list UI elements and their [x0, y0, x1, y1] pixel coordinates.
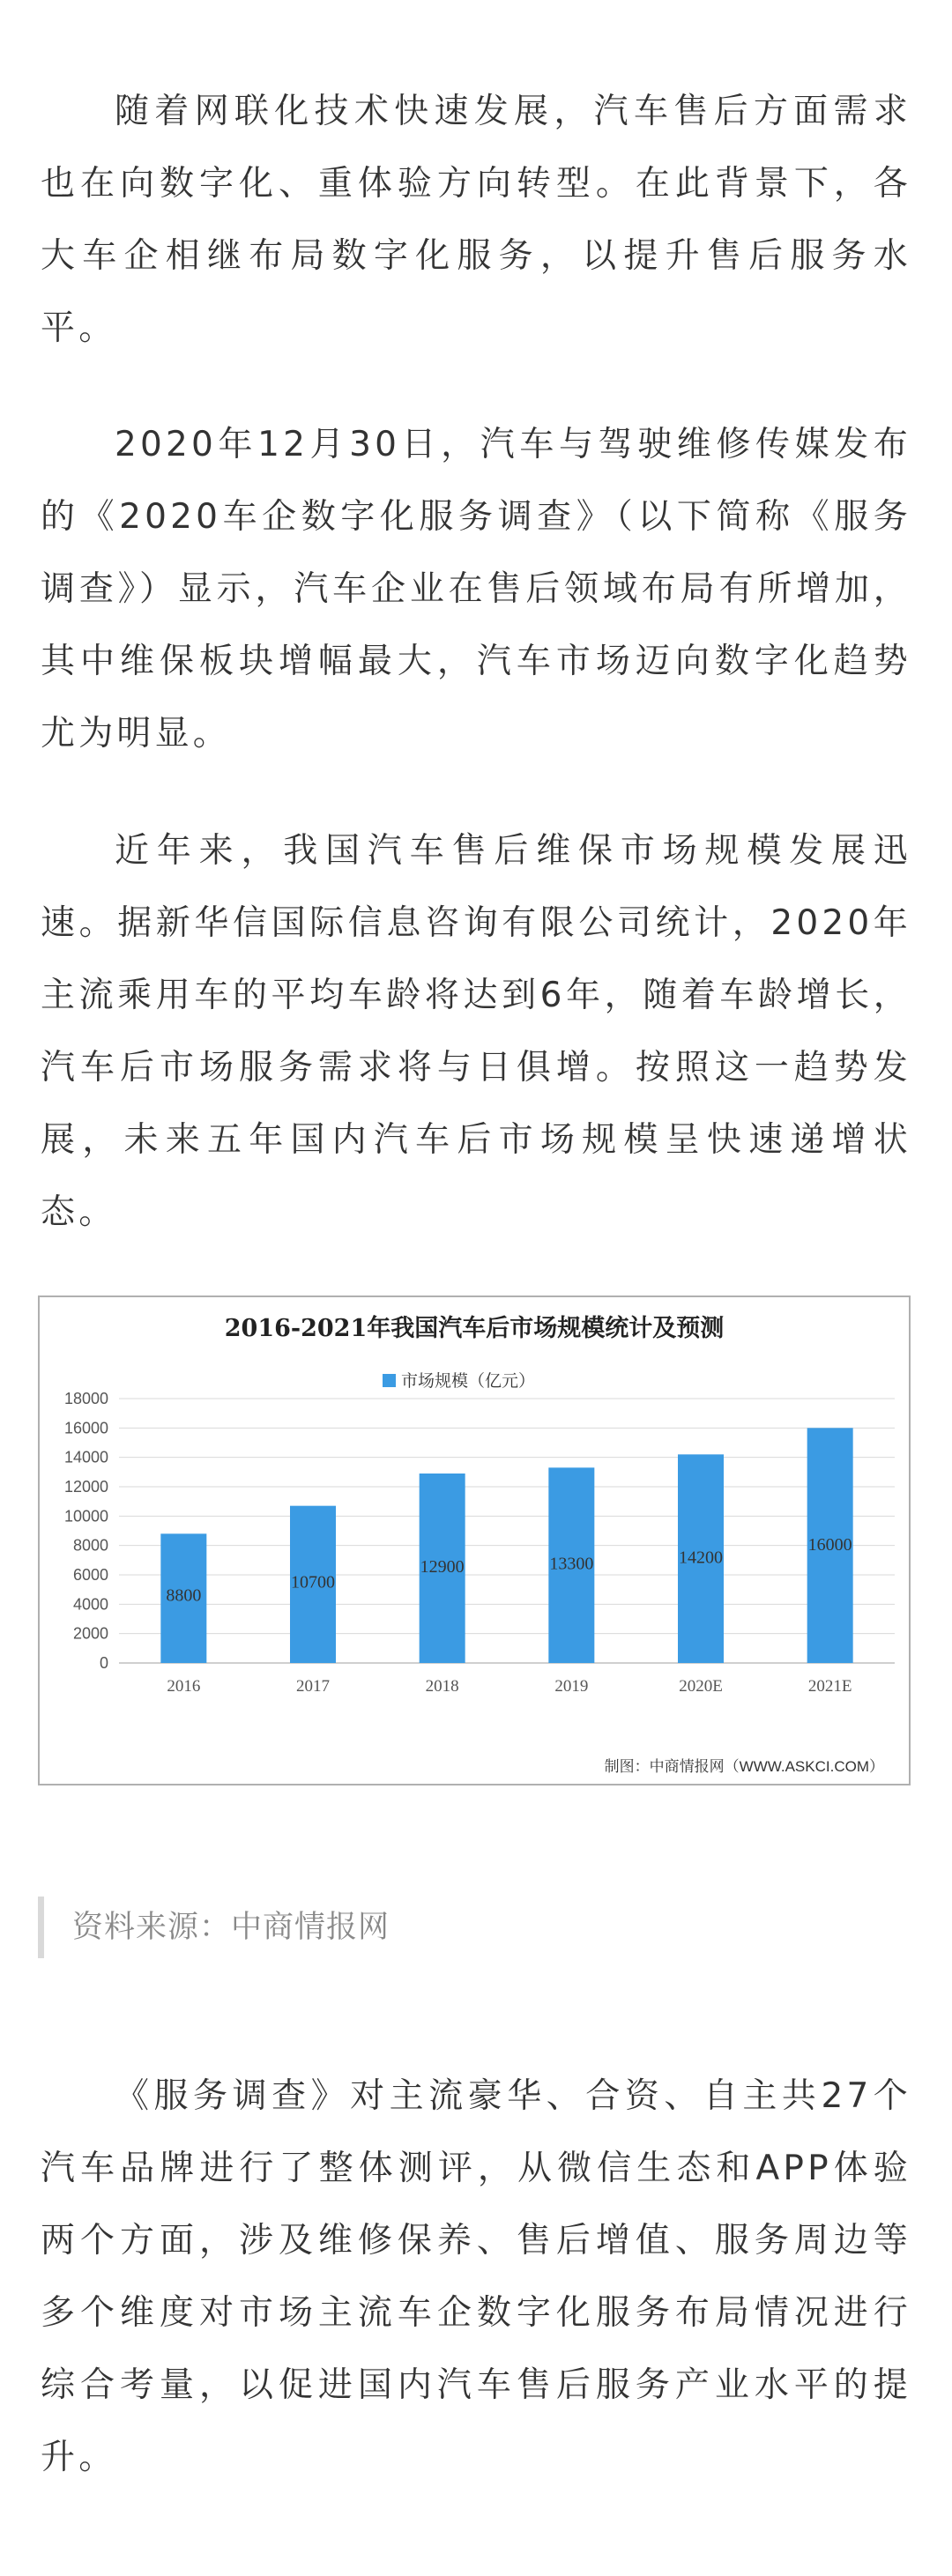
y-tick-label-18000: 18000	[63, 1390, 108, 1407]
y-tick-label-12000: 12000	[63, 1478, 108, 1496]
y-tick-label-14000: 14000	[63, 1448, 108, 1466]
data-label-2016: 8800	[166, 1585, 202, 1606]
x-tick-label-2021E: 2021E	[807, 1677, 852, 1696]
bar-chart	[40, 1297, 909, 1784]
legend-label: 市场规模（亿元）	[401, 1372, 536, 1391]
paragraph-1: 随着网联化技术快速发展，汽车售后方面需求也在向数字化、重体验方向转型。在此背景下，各大车企相继布局数字化服务，以提升售后服务水平。	[41, 92, 911, 348]
paragraph-2: 2020年12月30日，汽车与驾驶维修传媒发布的《2020车企数字化服务调查》（以下简称《服务调查》）显示，汽车企业在售后领域布局有所增加，其中维保板块增幅最大，汽车市场迈向数字化趋势尤为明显。	[41, 425, 911, 753]
data-label-2018: 12900	[420, 1556, 465, 1577]
legend-swatch	[383, 1374, 396, 1387]
y-tick-label-0: 0	[99, 1654, 108, 1672]
y-tick-label-4000: 4000	[72, 1595, 108, 1614]
source-note: 资料来源：中商情报网	[38, 1897, 390, 1958]
chart-title: 2016-2021年我国汽车后市场规模统计及预测	[224, 1315, 725, 1342]
chart-credit: 制图：中商情报网（WWW.ASKCI.COM）	[604, 1758, 884, 1775]
y-tick-label-10000: 10000	[63, 1507, 108, 1526]
chart-gridlines	[119, 1399, 895, 1634]
data-label-2021E: 16000	[807, 1535, 852, 1555]
paragraph-4: 《服务调查》对主流豪华、合资、自主共27个汽车品牌进行了整体测评，从微信生态和APP体验两个方面，涉及维修保养、售后增值、服务周边等多个维度对市场主流车企数字化服务布局情况进行综合考量，以促进国内汽车售后服务产业水平的提升。	[41, 2076, 911, 2477]
data-label-2019: 13300	[549, 1554, 594, 1574]
x-tick-label-2017: 2017	[296, 1677, 330, 1696]
x-tick-label-2018: 2018	[425, 1677, 459, 1696]
y-tick-label-6000: 6000	[72, 1566, 108, 1584]
chart-legend	[383, 1371, 535, 1391]
data-label-2017: 10700	[291, 1572, 335, 1592]
x-tick-label-2019: 2019	[554, 1677, 589, 1696]
paragraph-3: 近年来，我国汽车售后维保市场规模发展迅速。据新华信国际信息咨询有限公司统计，2020年主流乘用车的平均车龄将达到6年，随着车龄增长，汽车后市场服务需求将与日俱增。按照这一趋势发展，未来五年国内汽车后市场规模呈快速递增状态。	[41, 831, 911, 1232]
y-tick-label-16000: 16000	[63, 1419, 108, 1437]
x-tick-label-2020E: 2020E	[679, 1677, 723, 1696]
data-label-2020E: 14200	[679, 1548, 723, 1568]
y-tick-label-2000: 2000	[72, 1624, 108, 1643]
x-axis	[167, 1677, 852, 1696]
y-tick-label-8000: 8000	[72, 1536, 108, 1555]
chart-figure	[38, 1295, 911, 1785]
x-tick-label-2016: 2016	[167, 1677, 201, 1696]
